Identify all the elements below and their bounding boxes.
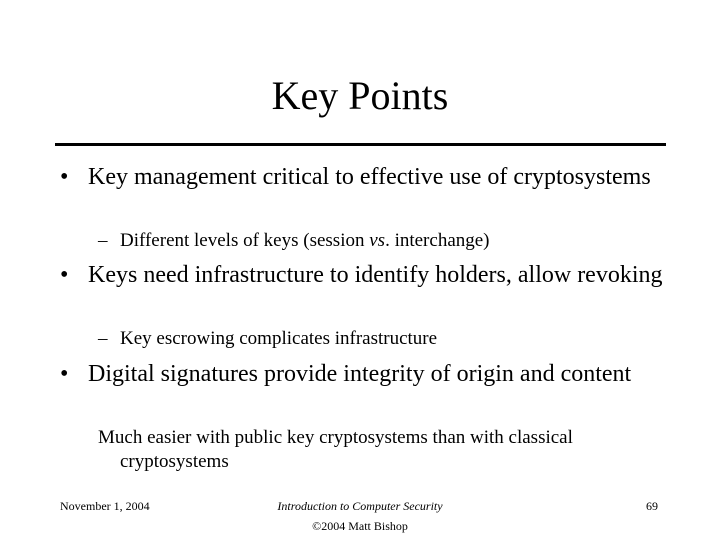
sub-bullet-2-marker: – (98, 328, 108, 349)
bullet-3-note: Much easier with public key cryptosystems than with classical cryptosystems (98, 427, 573, 472)
bullet-1-marker: • (60, 164, 69, 190)
bullet-2-marker: • (60, 262, 69, 288)
bullet-2-text: Keys need infrastructure to identify holders, allow revoking (88, 262, 663, 288)
page-number: 69 (646, 499, 658, 513)
footer-course: Introduction to Computer Security (277, 499, 443, 513)
slide-title: Key Points (271, 73, 449, 118)
sub-bullet-1-marker: – (98, 230, 108, 251)
footer-copyright: ©2004 Matt Bishop (312, 519, 408, 533)
footer-date: November 1, 2004 (60, 499, 150, 513)
sub-bullet-2-text: Key escrowing complicates infrastructure (120, 328, 438, 349)
title-underline (55, 143, 666, 146)
sub-bullet-1-text-italic: vs (369, 230, 386, 251)
bullet-1-text: Key management critical to effective use of cryptosystems (88, 164, 651, 190)
bullet-3-marker: • (60, 361, 69, 387)
sub-bullet-1-text-before: Different levels of keys (session (120, 230, 370, 251)
footer-center (210, 496, 510, 536)
bullet-3-text: Digital signatures provide integrity of origin and content (88, 361, 632, 387)
sub-bullet-1-text-after: . interchange) (385, 230, 490, 251)
sub-bullet-1-text (120, 229, 680, 253)
